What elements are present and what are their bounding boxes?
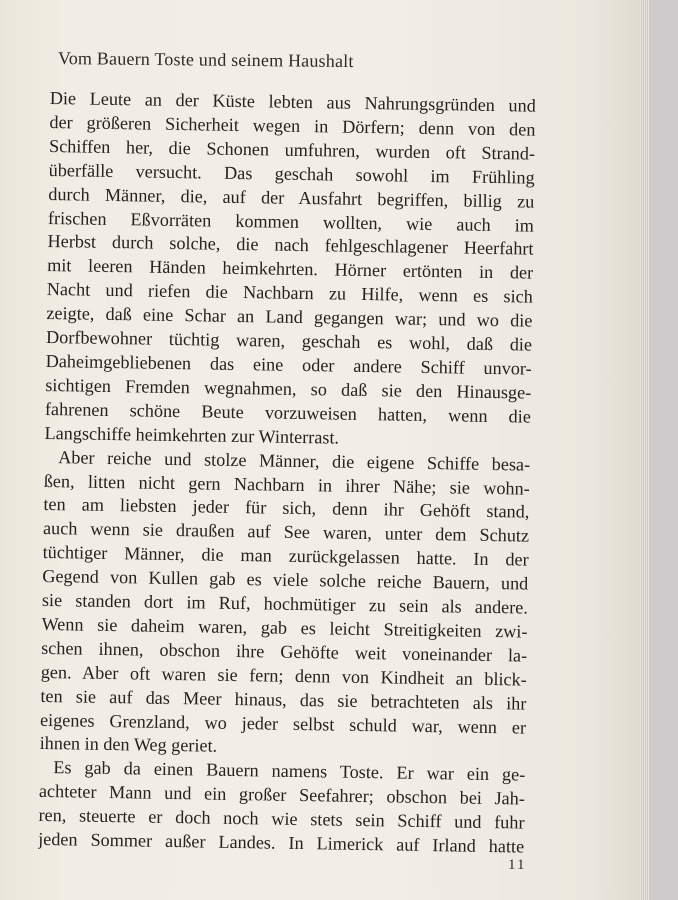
body-text	[38, 87, 536, 860]
text-line: Dorfbewohner tüchtig waren, geschah es wohl, daß die	[45, 327, 533, 355]
text-line: ßen, litten nicht gern Nachbarn in ihrer Nähe; sie wohn-	[43, 470, 530, 499]
text-line: Gegend von Kullen gab es viele solche reiche Bauern, und	[42, 566, 529, 594]
text-line: eigenes Grenzland, wo jeder selbst schuld war, wenn er	[39, 709, 527, 738]
text-line: Aber reiche und stolze Männer, die eigene Schiffe besa-	[58, 446, 531, 475]
text-line: ren, steuerte er doch noch wie stets sein Schiff und fuhr	[38, 805, 525, 833]
text-line: der größeren Sicherheit wegen in Dörfern; denn von den	[49, 111, 536, 140]
text-line: überfälle versucht. Das geschah sowohl im Frühling	[48, 159, 535, 188]
text-line: tüchtiger Männer, die man zurückgelassen hatte. In der	[42, 542, 529, 570]
text-line: zeigte, daß eine Schar an Land gegangen war; und wo die	[46, 303, 533, 331]
text-line: fahrenen schöne Beute vorzuweisen hatten, wenn die	[44, 398, 532, 427]
text-line: Wenn sie daheim waren, gab es leicht Streitigkeiten zwi-	[41, 613, 528, 642]
page-edges	[640, 0, 650, 900]
paragraph	[38, 756, 525, 859]
paragraph	[39, 446, 530, 764]
text-line: Es gab da einen Bauern namens Toste. Er war ein ge-	[53, 757, 526, 785]
text-line: Die Leute an der Küste lebten aus Nahrungsgründen und	[49, 87, 536, 116]
text-line: frischen Eßvorräten kommen wollten, wie auch im	[47, 207, 535, 236]
text-line: Langschiffe heimkehrten zur Winterrast.	[44, 422, 340, 448]
text-line: schen ihnen, obschon ihre Gehöfte weit voneinander la-	[41, 637, 528, 666]
text-line: ten sie auf das Meer hinaus, das sie betrachteten als ihr	[40, 685, 527, 714]
text-line: ihnen in den Weg geriet.	[39, 733, 218, 757]
text-line: mit leeren Händen heimkehrten. Hörner ertönten in der	[47, 255, 534, 283]
text-line: Nacht und riefen die Nachbarn zu Hilfe, wenn es sich	[46, 279, 533, 307]
text-line: auch wenn sie draußen auf See waren, unter dem Schutz	[42, 518, 530, 546]
text-line: sichtigen Fremden wegnahmen, so daß sie den Hinausge-	[45, 374, 532, 403]
text-line: achteter Mann und ein großer Seefahrer; obschon bei Jah-	[38, 781, 526, 809]
text-line: durch Männer, die, auf der Ausfahrt begriffen, billig zu	[48, 183, 535, 212]
running-head: Vom Bauern Toste und seinem Haushalt	[57, 48, 354, 72]
text-line: ten am liebsten jeder für sich, denn ihr Gehöft stand,	[43, 494, 530, 522]
text-line: Schiffen her, die Schonen umfuhren, wurden oft Strand-	[48, 135, 536, 164]
text-line: gen. Aber oft waren sie fern; denn von Kindheit an blick-	[40, 661, 527, 690]
text-line: Daheimgebliebenen das eine oder andere Schiff unvor-	[45, 350, 532, 379]
text-line: jeden Sommer außer Landes. In Limerick auf Irland hatte	[38, 829, 525, 857]
page-number: 11	[508, 857, 527, 873]
text-line: Herbst durch solche, die nach fehlgeschlagener Heerfahrt	[47, 231, 534, 260]
text-line: sie standen dort im Ruf, hochmütiger zu sein als andere.	[41, 589, 529, 618]
paragraph	[44, 87, 536, 453]
